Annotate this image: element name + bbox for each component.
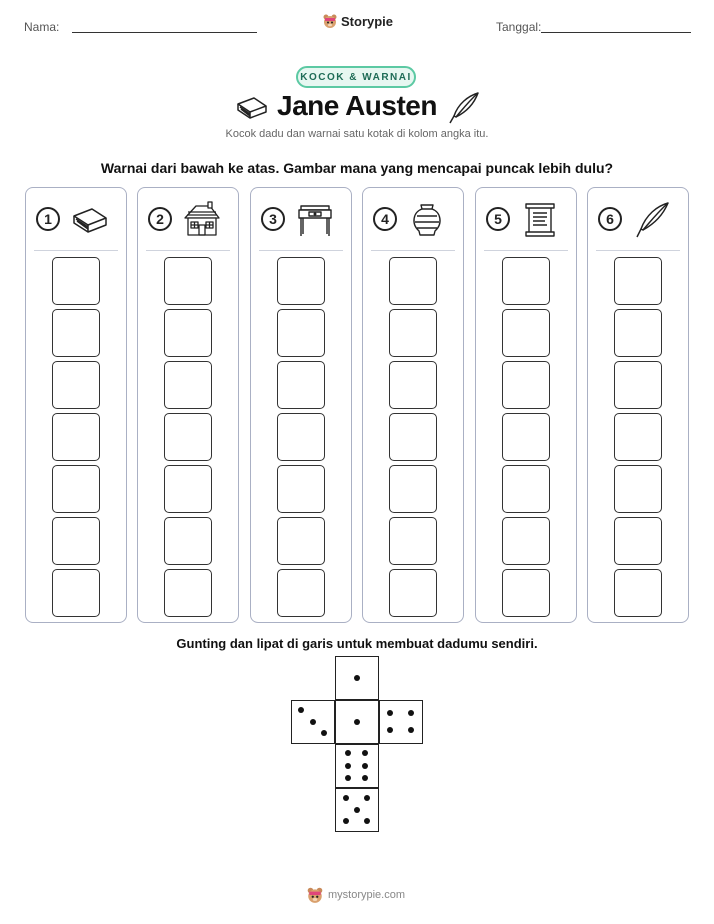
column-2 [137, 187, 239, 623]
column-number: 2 [148, 207, 172, 231]
dice-pip [354, 675, 360, 681]
color-box[interactable] [614, 257, 662, 305]
color-box[interactable] [389, 569, 437, 617]
color-box[interactable] [277, 309, 325, 357]
name-label: Nama: [24, 20, 60, 34]
book-icon [70, 200, 110, 240]
color-box[interactable] [389, 517, 437, 565]
color-box[interactable] [52, 517, 100, 565]
column-5 [475, 187, 577, 623]
color-box[interactable] [389, 257, 437, 305]
color-box[interactable] [52, 257, 100, 305]
dice-pip [408, 710, 414, 716]
dice-pip [298, 707, 304, 713]
color-box[interactable] [164, 361, 212, 409]
column-number: 3 [261, 207, 285, 231]
dice-pip [387, 710, 393, 716]
page-title: Jane Austen [277, 90, 437, 121]
color-box[interactable] [614, 569, 662, 617]
column-divider [34, 250, 118, 251]
color-box[interactable] [502, 309, 550, 357]
color-box[interactable] [502, 413, 550, 461]
column-divider [371, 250, 455, 251]
footer-url: mystorypie.com [328, 889, 406, 901]
color-box[interactable] [164, 257, 212, 305]
writing-desk-icon [295, 200, 335, 240]
dice-face-1 [335, 700, 379, 744]
color-box[interactable] [277, 465, 325, 513]
column-number: 6 [598, 207, 622, 231]
column-4 [362, 187, 464, 623]
quill-icon [446, 90, 482, 126]
color-box[interactable] [164, 309, 212, 357]
quill-icon [632, 200, 672, 240]
color-box[interactable] [614, 413, 662, 461]
dice-pip [345, 750, 351, 756]
color-box[interactable] [52, 413, 100, 461]
page-subtitle: Kocok dadu dan warnai satu kotak di kolom angka itu. [225, 128, 489, 140]
color-box[interactable] [52, 309, 100, 357]
dice-pip [364, 795, 370, 801]
dice-pip [310, 719, 316, 725]
color-box[interactable] [389, 465, 437, 513]
column-header [251, 188, 351, 250]
column-header [476, 188, 576, 250]
color-box[interactable] [164, 517, 212, 565]
column-divider [146, 250, 230, 251]
color-box[interactable] [502, 361, 550, 409]
footer [306, 886, 405, 904]
dice-pip [343, 795, 349, 801]
color-box[interactable] [164, 465, 212, 513]
color-box[interactable] [164, 413, 212, 461]
column-number: 4 [373, 207, 397, 231]
color-box[interactable] [614, 309, 662, 357]
dice-pip [387, 727, 393, 733]
dice-pip [345, 763, 351, 769]
color-box[interactable] [277, 361, 325, 409]
column-header [588, 188, 688, 250]
bear-icon [306, 886, 324, 904]
dice-pip [364, 818, 370, 824]
color-box[interactable] [614, 361, 662, 409]
color-box[interactable] [277, 257, 325, 305]
column-header [26, 188, 126, 250]
dice-face-4 [379, 700, 423, 744]
color-box[interactable] [389, 413, 437, 461]
color-box[interactable] [164, 569, 212, 617]
column-divider [484, 250, 568, 251]
dice-face-3 [291, 700, 335, 744]
color-box[interactable] [277, 517, 325, 565]
dice-pip [362, 775, 368, 781]
dice-pip [345, 775, 351, 781]
color-box[interactable] [277, 569, 325, 617]
dice-face-6 [335, 744, 379, 788]
color-box[interactable] [502, 257, 550, 305]
coloring-instruction: Warnai dari bawah ke atas. Gambar mana yang mencapai puncak lebih dulu? [100, 160, 614, 176]
dice-face-1 [335, 656, 379, 700]
dice-pip [354, 807, 360, 813]
brand-logo [322, 13, 393, 29]
column-divider [596, 250, 680, 251]
column-header [363, 188, 463, 250]
color-box[interactable] [52, 569, 100, 617]
dice-face-5 [335, 788, 379, 832]
cottage-icon [182, 200, 222, 240]
bear-icon [322, 13, 338, 29]
vase-icon [407, 200, 447, 240]
color-box[interactable] [52, 465, 100, 513]
activity-badge: KOCOK & WARNAI [296, 66, 416, 88]
column-number: 5 [486, 207, 510, 231]
date-label: Tanggal: [496, 20, 542, 34]
cut-instruction: Gunting dan lipat di garis untuk membuat dadumu sendiri. [176, 636, 538, 651]
brand-name: Storypie [341, 13, 394, 29]
scroll-icon [520, 200, 560, 240]
column-3 [250, 187, 352, 623]
color-box[interactable] [389, 361, 437, 409]
column-1 [25, 187, 127, 623]
column-divider [259, 250, 343, 251]
color-box[interactable] [389, 309, 437, 357]
color-box[interactable] [502, 569, 550, 617]
column-6 [587, 187, 689, 623]
dice-pip [354, 719, 360, 725]
name-line[interactable] [72, 32, 257, 33]
dice-pip [321, 730, 327, 736]
color-box[interactable] [52, 361, 100, 409]
color-box[interactable] [502, 465, 550, 513]
date-line[interactable] [541, 32, 691, 33]
dice-pip [362, 750, 368, 756]
dice-pip [408, 727, 414, 733]
column-number: 1 [36, 207, 60, 231]
color-box[interactable] [277, 413, 325, 461]
dice-pip [362, 763, 368, 769]
column-header [138, 188, 238, 250]
dice-pip [343, 818, 349, 824]
color-box[interactable] [614, 465, 662, 513]
color-box[interactable] [502, 517, 550, 565]
color-box[interactable] [614, 517, 662, 565]
